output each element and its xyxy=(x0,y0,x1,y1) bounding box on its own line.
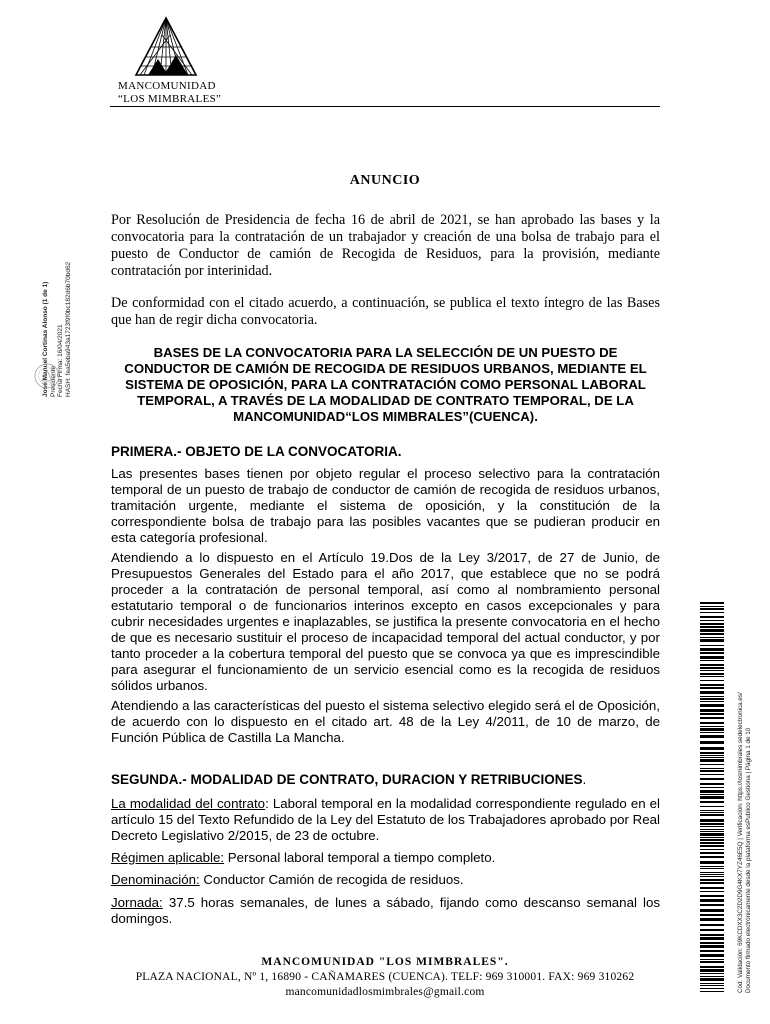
footer-email: mancomunidadlosmimbrales@gmail.com xyxy=(285,986,485,998)
footer-org: MANCOMUNIDAD "LOS MIMBRALES". xyxy=(261,956,509,968)
org-name xyxy=(118,80,221,106)
section1-paragraph-1: Las presentes bases tienen por objeto regular el proceso selectivo para la contratación temporal de un puesto de trabajo de conductor de camión de recogida de residuos urbanos, tramitación urgente, mediante el sistema de oposición, y la constitución de la correspondiente bolsa de trabajo para las posibles vacantes que se pudieran producir en esta categoría profesional. xyxy=(111,466,660,545)
footer-address: PLAZA NACIONAL, Nº 1, 16890 - CAÑAMARES (CUENCA). TELF: 969 310001. FAX: 969 310262 xyxy=(135,971,635,983)
barcode-bar xyxy=(700,691,724,694)
barcode-bar xyxy=(700,759,724,762)
barcode-bar xyxy=(700,764,724,765)
barcode-bar xyxy=(700,874,724,875)
signature-stamp xyxy=(22,195,72,425)
section1-heading: PRIMERA.- OBJETO DE LA CONVOCATORIA. xyxy=(111,444,402,459)
barcode-bar xyxy=(700,985,724,986)
barcode-bar xyxy=(700,645,724,646)
barcode-bar xyxy=(700,978,724,981)
barcode-bar xyxy=(700,826,724,827)
barcode-bar xyxy=(700,664,724,666)
barcode-bar xyxy=(700,616,724,618)
barcode-bar xyxy=(700,942,724,944)
barcode-bar xyxy=(700,787,724,788)
barcode-bar xyxy=(700,879,724,881)
barcode-bar xyxy=(700,861,724,864)
barcode-bar xyxy=(700,680,724,681)
denominacion-text: Conductor Camión de recogida de residuos. xyxy=(199,872,464,887)
jornada-text: 37.5 horas semanales, de lunes a sábado, fijando como descanso semanal los domingos. xyxy=(111,895,660,926)
barcode-bar xyxy=(700,959,724,960)
barcode-bar xyxy=(700,722,724,724)
barcode-bar xyxy=(700,755,724,756)
barcode-bar xyxy=(700,757,724,758)
barcode-bar xyxy=(700,637,724,638)
barcode-bar xyxy=(700,842,724,844)
barcode-bar xyxy=(700,660,724,661)
barcode-bar xyxy=(700,849,724,850)
barcode-bar xyxy=(700,713,724,715)
barcode-bar xyxy=(700,976,724,977)
header-divider xyxy=(110,106,660,107)
barcode-bar xyxy=(700,839,724,841)
barcode-bar xyxy=(700,770,724,772)
regimen-label: Régimen aplicable: xyxy=(111,850,225,865)
page-footer xyxy=(0,955,770,1000)
mountain-logo-icon xyxy=(134,15,198,79)
barcode-bar xyxy=(700,684,724,686)
barcode-bar xyxy=(700,774,724,775)
verification-line2: Documento firmado electrónicamente desde la plataforma esPublico Gestiona | Página 1 de 10 xyxy=(745,727,752,993)
barcode-bar xyxy=(700,728,724,731)
barcode-bar xyxy=(700,806,724,807)
barcode-bar xyxy=(700,812,724,813)
bases-title: BASES DE LA CONVOCATORIA PARA LA SELECCIÓN DE UN PUESTO DE CONDUCTOR DE CAMIÓN DE RECOGIDA DE RESIDUOS URBANOS, MEDIANTE EL SISTEMA DE OPOSICIÓN, PARA LA CONTRATACIÓN COMO PERSONAL LABORAL TEMPORAL, A TRAVÉS DE LA MODALIDAD DE CONTRATO TEMPORAL, DE LA MANCOMUNIDAD“LOS MIMBRALES”(CUENCA). xyxy=(124,345,647,424)
denominacion-label: Denominación: xyxy=(111,872,200,887)
barcode-bar xyxy=(700,796,724,799)
verification-line1: Cód. Validación: 69KCDXX3C2D2D9G4KX7YZ46E5Q | Verificación: https://losmimbrales.sedelectronica.es/ xyxy=(737,692,744,993)
barcode-bar xyxy=(700,704,724,707)
barcode-bar xyxy=(700,687,724,689)
section1-paragraph-2: Atendiendo a lo dispuesto en el Artículo 19.Dos de la Ley 3/2017, de 27 de Junio, de Presupuestos Generales del Estado para el año 2017, que establece que no se podrá proceder a la contratación de personal temporal, así como al nombramiento personal estatutario temporal o de funcionarios interinos excepto en casos excepcionales y para cubrir necesidades urgentes e inaplazables, se justifica la presente convocatoria en el hecho de que es necesario sustituir el proceso de incapacidad temporal del actual conductor, y por tanto proceder a la cobertura temporal del puesto que se convoca ya que es imprescindible para asegurar el funcionamiento de un servicio esencial como es la recogida de residuos sólidos urbanos. xyxy=(111,550,660,693)
barcode-bar xyxy=(700,899,724,902)
barcode-bar xyxy=(700,945,724,948)
barcode-bar xyxy=(700,608,724,610)
barcode-bar xyxy=(700,988,724,989)
barcode-bar xyxy=(700,652,724,654)
barcode-bar xyxy=(700,914,724,916)
barcode-bar xyxy=(700,937,724,940)
barcode-bar xyxy=(700,833,724,836)
barcode-bar xyxy=(700,741,724,744)
barcode-bar xyxy=(700,633,724,635)
barcode-bar xyxy=(700,612,724,613)
barcode-bar xyxy=(700,837,724,838)
barcode-container xyxy=(700,602,726,992)
barcode-bar xyxy=(700,732,724,733)
barcode-bar xyxy=(700,909,724,912)
barcode-bar xyxy=(700,954,724,957)
barcode-bar xyxy=(700,882,724,884)
barcode-bar xyxy=(700,966,724,968)
modalidad-paragraph xyxy=(111,796,660,844)
barcode-bar xyxy=(700,783,724,785)
intro-paragraph: Por Resolución de Presidencia de fecha 16 de abril de 2021, se han aprobado las bases y la convocatoria para la contratación de un trabajador y creación de una bolsa de trabajo para el puesto de Conductor de camión de Recogida de Residuos, para la provisión, mediante contratación por interinidad. xyxy=(111,212,660,279)
barcode-bar xyxy=(700,794,724,795)
barcode-bar xyxy=(700,656,724,659)
barcode-icon xyxy=(700,602,724,992)
section2-heading-end: . xyxy=(582,772,587,787)
section2-heading-text: SEGUNDA.- MODALIDAD DE CONTRATO, DURACION Y RETRIBUCIONES xyxy=(111,772,583,787)
barcode-bar xyxy=(700,929,724,931)
org-name-line2: “LOS MIMBRALES” xyxy=(118,93,222,105)
barcode-bar xyxy=(700,752,724,754)
barcode-bar xyxy=(700,626,724,628)
barcode-bar xyxy=(700,961,724,963)
seal-icon xyxy=(34,363,60,389)
barcode-bar xyxy=(700,639,724,642)
barcode-bar xyxy=(700,747,724,750)
regimen-text: Personal laboral temporal a tiempo completo. xyxy=(224,850,496,865)
barcode-bar xyxy=(700,872,724,873)
barcode-bar xyxy=(700,868,724,869)
barcode-bar xyxy=(700,891,724,892)
barcode-bar xyxy=(700,924,724,926)
barcode-bar xyxy=(700,717,724,719)
barcode-bar xyxy=(700,670,724,671)
barcode-bar xyxy=(700,768,724,769)
denominacion-paragraph xyxy=(111,872,660,888)
barcode-bar xyxy=(700,696,724,697)
barcode-bar xyxy=(700,852,724,854)
barcode-bar xyxy=(700,918,724,921)
barcode-bar xyxy=(700,620,724,621)
barcode-bar xyxy=(700,973,724,974)
jornada-label: Jornada: xyxy=(111,895,163,910)
modalidad-text: : Laboral temporal en la modalidad correspondiente regulado en el artículo 15 del Texto Refundido de la Ley del Estatuto de los Trabajadores aprobado por Real Decreto Legislativo 2/2015, de 23 de octubre. xyxy=(111,796,660,843)
barcode-bar xyxy=(700,698,724,700)
org-name-line1: MANCOMUNIDAD xyxy=(118,80,216,92)
barcode-bar xyxy=(700,667,724,669)
signature-hash: HASH: fea5eba943a1723f9f0bc182d6b70bd62 xyxy=(64,261,72,397)
barcode-bar xyxy=(700,673,724,675)
barcode-bar xyxy=(700,856,724,858)
barcode-bar xyxy=(700,950,724,952)
barcode-bar xyxy=(700,823,724,825)
page-title: ANUNCIO xyxy=(349,173,421,188)
barcode-bar xyxy=(700,623,724,625)
conformity-paragraph: De conformidad con el citado acuerdo, a continuación, se publica el texto íntegro de las Bases que han de regir dicha convocatoria. xyxy=(111,295,660,328)
barcode-bar xyxy=(700,629,724,632)
barcode-bar xyxy=(700,845,724,847)
barcode-bar xyxy=(700,983,724,984)
barcode-bar xyxy=(700,801,724,803)
barcode-bar xyxy=(700,831,724,832)
barcode-bar xyxy=(700,829,724,830)
verification-text xyxy=(737,603,753,993)
signer-name: José Manuel Cortinas Alonso (1 de 1) xyxy=(42,281,49,397)
barcode-bar xyxy=(700,895,724,897)
barcode-bar xyxy=(700,904,724,906)
barcode-bar xyxy=(700,735,724,738)
barcode-bar xyxy=(700,814,724,816)
barcode-bar xyxy=(700,790,724,793)
verification-block xyxy=(728,602,758,992)
signature-date: Fecha Firma: 16/04/2021 xyxy=(57,324,64,397)
barcode-bar xyxy=(700,709,724,712)
barcode-bar xyxy=(700,866,724,867)
barcode-bar xyxy=(700,701,724,702)
barcode-bar xyxy=(700,606,724,607)
barcode-bar xyxy=(700,778,724,780)
barcode-bar xyxy=(700,969,724,972)
barcode-bar xyxy=(700,810,724,811)
modalidad-label: La modalidad del contrato xyxy=(111,796,266,811)
barcode-bar xyxy=(700,991,724,992)
regimen-paragraph xyxy=(111,850,660,866)
barcode-bar xyxy=(700,602,724,604)
jornada-paragraph xyxy=(111,895,660,927)
barcode-bar xyxy=(700,934,724,936)
barcode-bar xyxy=(700,676,724,677)
barcode-bar xyxy=(700,726,724,727)
signer-role: Presidente xyxy=(49,365,57,397)
barcode-bar xyxy=(700,819,724,822)
barcode-bar xyxy=(700,648,724,651)
section2-heading xyxy=(111,772,660,787)
barcode-bar xyxy=(700,887,724,889)
section1-paragraph-3: Atendiendo a las características del puesto el sistema selectivo elegido será el de Oposición, de acuerdo con lo dispuesto en el citado art. 48 de la Ley 4/2011, de 10 de marzo, de Función Pública de Castilla La Mancha. xyxy=(111,698,660,745)
barcode-bar xyxy=(700,876,724,877)
